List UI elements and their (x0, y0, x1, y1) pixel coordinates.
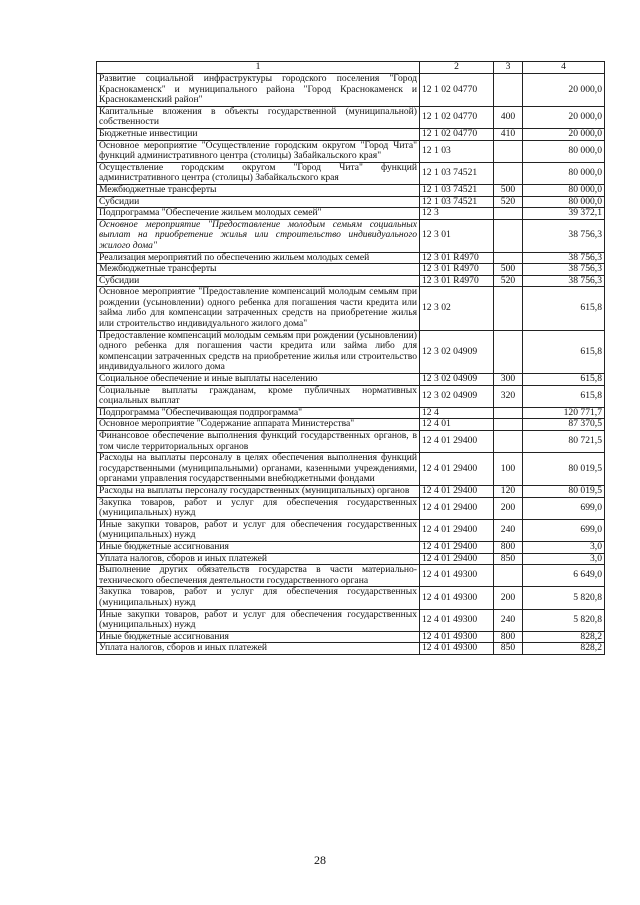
table-body (97, 74, 605, 655)
table-row (97, 609, 605, 631)
row-code-cell: 12 4 01 49300 (420, 643, 494, 655)
row-amount-cell: 80 000,0 (523, 140, 605, 162)
row-name-cell: Уплата налогов, сборов и иных платежей (97, 553, 420, 565)
row-amount-cell: 120 771,7 (523, 407, 605, 419)
budget-table-container (96, 61, 604, 655)
row-code-cell: 12 3 (420, 208, 494, 220)
row-code-cell: 12 1 03 74521 (420, 196, 494, 208)
row-code-cell: 12 1 03 74521 (420, 184, 494, 196)
row-code-cell: 12 4 01 29400 (420, 453, 494, 486)
table-row (97, 565, 605, 587)
row-code-cell: 12 4 01 49300 (420, 609, 494, 631)
row-code-cell: 12 3 01 (420, 219, 494, 252)
row-expense-type-cell (494, 140, 523, 162)
row-amount-cell: 828,2 (523, 643, 605, 655)
row-expense-type-cell: 240 (494, 519, 523, 541)
row-name-cell: Основное мероприятие "Предоставление компенсаций молодым семьям при рождении (усыновлении) одного ребенка для погашения части кредита или займа либо для компенсации затраченных средств на приобретение жилья или строительство индивидуального жилого дома" (97, 287, 420, 330)
row-name-cell: Межбюджетные трансферты (97, 264, 420, 276)
row-amount-cell: 5 820,8 (523, 609, 605, 631)
row-code-cell: 12 3 01 R4970 (420, 264, 494, 276)
table-row (97, 264, 605, 276)
table-row (97, 287, 605, 330)
row-code-cell: 12 3 02 04909 (420, 385, 494, 407)
row-expense-type-cell: 300 (494, 374, 523, 386)
row-code-cell: 12 1 02 04770 (420, 74, 494, 107)
row-code-cell: 12 4 01 (420, 419, 494, 431)
row-name-cell: Подпрограмма "Обеспечивающая подпрограмма" (97, 407, 420, 419)
row-expense-type-cell (494, 419, 523, 431)
row-amount-cell: 80 000,0 (523, 196, 605, 208)
row-name-cell: Уплата налогов, сборов и иных платежей (97, 643, 420, 655)
table-row (97, 208, 605, 220)
row-name-cell: Осуществление городским округом "Город Чита" функций административного центра (столицы) Забайкальского края (97, 162, 420, 184)
row-name-cell: Межбюджетные трансферты (97, 184, 420, 196)
table-row (97, 497, 605, 519)
row-amount-cell: 38 756,3 (523, 219, 605, 252)
row-name-cell: Бюджетные инвестиции (97, 128, 420, 140)
row-name-cell: Основное мероприятие "Содержание аппарата Министерства" (97, 419, 420, 431)
row-name-cell: Основное мероприятие "Осуществление городским округом "Город Чита" функций административного центра (столицы) Забайкальского края" (97, 140, 420, 162)
table-row (97, 252, 605, 264)
row-amount-cell: 20 000,0 (523, 128, 605, 140)
row-amount-cell: 615,8 (523, 374, 605, 386)
row-name-cell: Субсидии (97, 275, 420, 287)
row-name-cell: Иные закупки товаров, работ и услуг для обеспечения государственных (муниципальных) нужд (97, 519, 420, 541)
table-row (97, 587, 605, 609)
row-expense-type-cell (494, 431, 523, 453)
row-code-cell: 12 1 02 04770 (420, 128, 494, 140)
table-row (97, 219, 605, 252)
row-expense-type-cell: 850 (494, 643, 523, 655)
row-name-cell: Иные бюджетные ассигнования (97, 631, 420, 643)
row-expense-type-cell (494, 74, 523, 107)
row-expense-type-cell: 400 (494, 106, 523, 128)
row-name-cell: Расходы на выплаты персоналу в целях обеспечения выполнения функций государственными (муниципальными) органами, казенными учреждениями, органами управления государственными внебюджетными фондами (97, 453, 420, 486)
row-amount-cell: 828,2 (523, 631, 605, 643)
row-amount-cell: 38 756,3 (523, 275, 605, 287)
row-code-cell: 12 4 01 49300 (420, 565, 494, 587)
row-code-cell: 12 4 01 29400 (420, 497, 494, 519)
row-expense-type-cell: 520 (494, 275, 523, 287)
table-row (97, 385, 605, 407)
row-amount-cell: 699,0 (523, 519, 605, 541)
row-name-cell: Расходы на выплаты персоналу государственных (муниципальных) органов (97, 485, 420, 497)
row-code-cell: 12 3 02 04909 (420, 374, 494, 386)
table-row (97, 519, 605, 541)
table-row (97, 184, 605, 196)
table-row (97, 407, 605, 419)
header-col-4: 4 (523, 62, 605, 74)
table-row (97, 106, 605, 128)
table-row (97, 128, 605, 140)
row-name-cell: Развитие социальной инфраструктуры городского поселения "Город Краснокаменск" и муниципального района "Город Краснокаменск и Краснокаменский район" (97, 74, 420, 107)
row-name-cell: Закупка товаров, работ и услуг для обеспечения государственных (муниципальных) нужд (97, 587, 420, 609)
row-name-cell: Социальное обеспечение и иные выплаты населению (97, 374, 420, 386)
header-col-3: 3 (494, 62, 523, 74)
row-name-cell: Предоставление компенсаций молодым семьям при рождении (усыновлении) одного ребенка для погашения части кредита или займа либо для компенсации затраченных средств на приобретение жилья или строительство индивидуального жилого дома (97, 330, 420, 373)
row-expense-type-cell (494, 565, 523, 587)
row-amount-cell: 80 000,0 (523, 184, 605, 196)
row-name-cell: Подпрограмма "Обеспечение жильем молодых семей" (97, 208, 420, 220)
table-row (97, 196, 605, 208)
row-amount-cell: 3,0 (523, 541, 605, 553)
row-code-cell: 12 1 02 04770 (420, 106, 494, 128)
row-expense-type-cell: 120 (494, 485, 523, 497)
header-row (97, 62, 605, 74)
table-row (97, 374, 605, 386)
row-expense-type-cell: 500 (494, 264, 523, 276)
row-expense-type-cell: 500 (494, 184, 523, 196)
row-expense-type-cell: 320 (494, 385, 523, 407)
row-code-cell: 12 4 01 29400 (420, 519, 494, 541)
row-amount-cell: 80 721,5 (523, 431, 605, 453)
table-row (97, 541, 605, 553)
row-name-cell: Иные бюджетные ассигнования (97, 541, 420, 553)
row-expense-type-cell (494, 208, 523, 220)
row-name-cell: Финансовое обеспечение выполнения функций государственных органов, в том числе территориальных органов (97, 431, 420, 453)
table-row (97, 553, 605, 565)
row-expense-type-cell (494, 407, 523, 419)
row-amount-cell: 6 649,0 (523, 565, 605, 587)
row-amount-cell: 20 000,0 (523, 74, 605, 107)
header-col-1: 1 (97, 62, 420, 74)
row-code-cell: 12 4 01 29400 (420, 485, 494, 497)
page-number: 28 (314, 853, 326, 867)
row-name-cell: Субсидии (97, 196, 420, 208)
row-code-cell: 12 1 03 74521 (420, 162, 494, 184)
row-expense-type-cell: 240 (494, 609, 523, 631)
table-row (97, 74, 605, 107)
table-row (97, 162, 605, 184)
budget-table (96, 61, 605, 655)
row-expense-type-cell (494, 330, 523, 373)
row-amount-cell: 615,8 (523, 287, 605, 330)
row-expense-type-cell (494, 287, 523, 330)
row-expense-type-cell (494, 162, 523, 184)
row-amount-cell: 39 372,1 (523, 208, 605, 220)
row-name-cell: Закупка товаров, работ и услуг для обеспечения государственных (муниципальных) нужд (97, 497, 420, 519)
row-amount-cell: 80 000,0 (523, 162, 605, 184)
row-name-cell: Реализация мероприятий по обеспечению жильем молодых семей (97, 252, 420, 264)
row-expense-type-cell: 410 (494, 128, 523, 140)
row-amount-cell: 80 019,5 (523, 485, 605, 497)
row-name-cell: Иные закупки товаров, работ и услуг для обеспечения государственных (муниципальных) нужд (97, 609, 420, 631)
row-code-cell: 12 4 01 29400 (420, 431, 494, 453)
row-name-cell: Социальные выплаты гражданам, кроме публичных нормативных социальных выплат (97, 385, 420, 407)
row-amount-cell: 87 370,5 (523, 419, 605, 431)
row-code-cell: 12 3 02 (420, 287, 494, 330)
row-code-cell: 12 4 01 49300 (420, 587, 494, 609)
row-amount-cell: 38 756,3 (523, 252, 605, 264)
table-header (97, 62, 605, 74)
row-expense-type-cell (494, 219, 523, 252)
header-col-2: 2 (420, 62, 494, 74)
row-code-cell: 12 4 (420, 407, 494, 419)
table-row (97, 330, 605, 373)
table-row (97, 485, 605, 497)
row-code-cell: 12 3 01 R4970 (420, 275, 494, 287)
row-amount-cell: 615,8 (523, 330, 605, 373)
row-expense-type-cell: 100 (494, 453, 523, 486)
row-amount-cell: 20 000,0 (523, 106, 605, 128)
table-row (97, 453, 605, 486)
row-code-cell: 12 3 01 R4970 (420, 252, 494, 264)
row-amount-cell: 699,0 (523, 497, 605, 519)
row-name-cell: Капитальные вложения в объекты государственной (муниципальной) собственности (97, 106, 420, 128)
row-expense-type-cell: 520 (494, 196, 523, 208)
row-expense-type-cell: 200 (494, 587, 523, 609)
row-expense-type-cell: 800 (494, 541, 523, 553)
row-amount-cell: 3,0 (523, 553, 605, 565)
row-code-cell: 12 3 02 04909 (420, 330, 494, 373)
row-code-cell: 12 4 01 29400 (420, 553, 494, 565)
table-row (97, 643, 605, 655)
row-expense-type-cell: 800 (494, 631, 523, 643)
row-name-cell: Основное мероприятие "Предоставление молодым семьям социальных выплат на приобретение жилья или строительство индивидуального жилого дома" (97, 219, 420, 252)
row-code-cell: 12 1 03 (420, 140, 494, 162)
row-expense-type-cell (494, 252, 523, 264)
table-row (97, 431, 605, 453)
table-row (97, 631, 605, 643)
table-row (97, 275, 605, 287)
row-expense-type-cell: 850 (494, 553, 523, 565)
row-amount-cell: 80 019,5 (523, 453, 605, 486)
row-amount-cell: 5 820,8 (523, 587, 605, 609)
row-code-cell: 12 4 01 29400 (420, 541, 494, 553)
row-amount-cell: 615,8 (523, 385, 605, 407)
row-code-cell: 12 4 01 49300 (420, 631, 494, 643)
table-row (97, 419, 605, 431)
row-name-cell: Выполнение других обязательств государства в части материально-технического обеспечения деятельности государственного органа (97, 565, 420, 587)
table-row (97, 140, 605, 162)
row-amount-cell: 38 756,3 (523, 264, 605, 276)
row-expense-type-cell: 200 (494, 497, 523, 519)
